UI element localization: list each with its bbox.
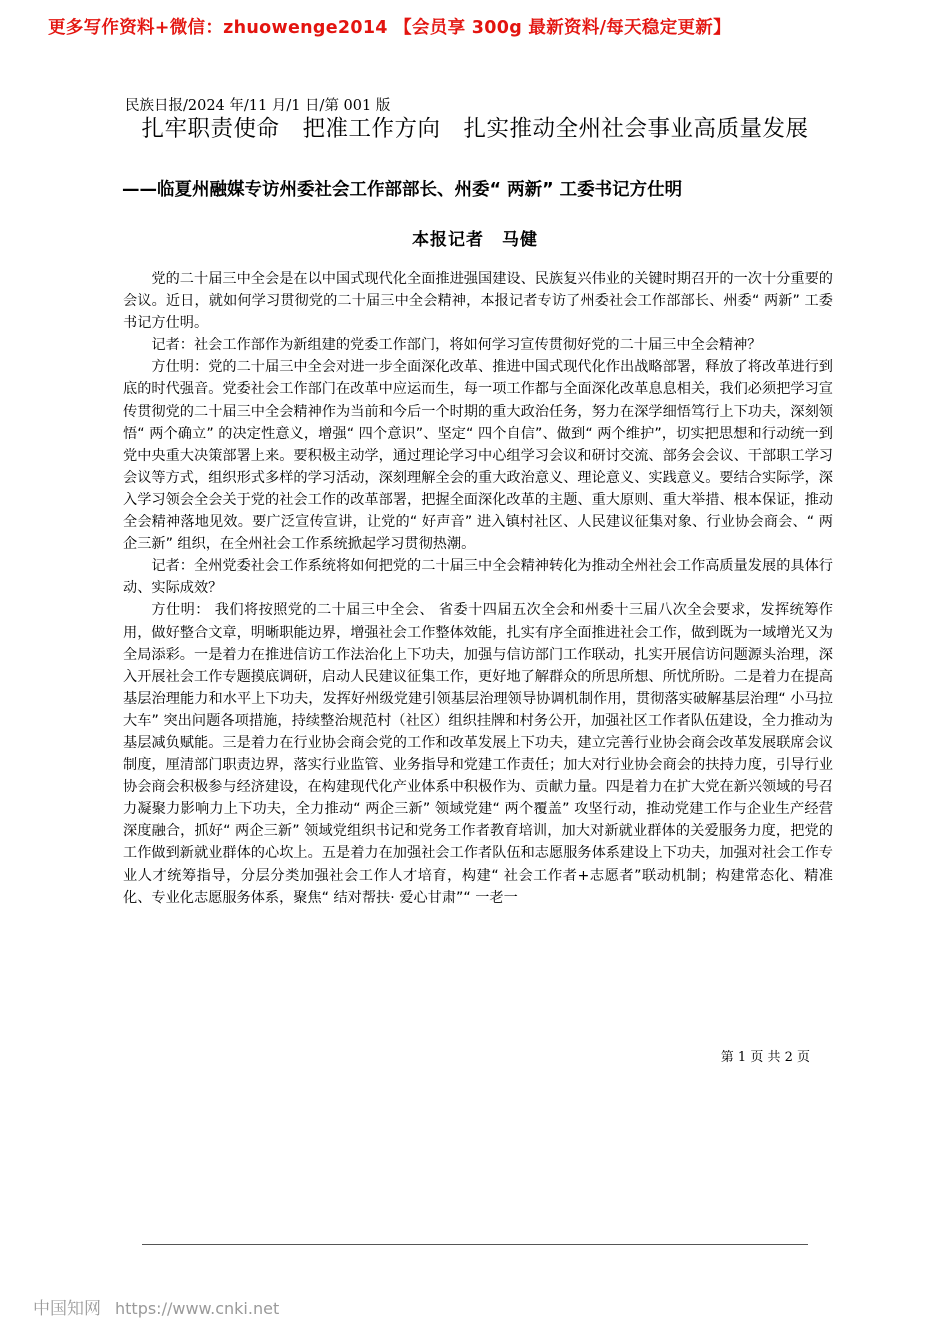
paragraph-answer-1: 方仕明：党的二十届三中全会对进一步全面深化改革、推进中国式现代化作出战略部署，释放了将改革进行到底的时代强音。党委社会工作部门在改革中应运而生，每一项工作都与全面深化改革息息相关，我们必须把学习宣传贯彻党的二十届三中全会精神作为当前和今后一个时期的重大政治任务，努力在深学细悟笃行上下功夫，深刻领悟“ 两个确立” 的决定性意义，增强“ 四个意识”、坚定“ 四个自信”、做到“ 两个维护”，切实把思想和行动统一到党中央重大决策部署上来。要积极主动学，通过理论学习中心组学习会议和研讨交流、部务会会议、干部职工学习会议等方式，组织形式多样的学习活动，深刻理解全会的重大政治意义、理论意义、实践意义。要结合实际学，深入学习领会全会关于党的社会工作的改革部署，把握全面深化改革的主题、重大原则、重大举措、根本保证，推动全会精神落地见效。要广泛宣传宣讲，让党的“ 好声音” 进入镇村社区、人民建议征集对象、行业协会商会、“ 两企三新” 组织，在全州社会工作系统掀起学习贯彻热潮。 <box>123 359 833 553</box>
paragraph-intro: 党的二十届三中全会是在以中国式现代化全面推进强国建设、民族复兴伟业的关键时期召开的一次十分重要的会议。近日，就如何学习贯彻党的二十届三中全会精神，本报记者专访了州委社会工作部部长、州委“ 两新” 工委书记方仕明。 <box>123 271 833 332</box>
paragraph-question-1: 记者：社会工作部作为新组建的党委工作部门，将如何学习宣传贯彻好党的二十届三中全会精神？ <box>151 337 762 354</box>
cnki-watermark <box>33 1294 279 1319</box>
paragraph-question-2: 记者：全州党委社会工作系统将如何把党的二十届三中全会精神转化为推动全州社会工作高质量发展的具体行动、实际成效？ <box>123 558 833 597</box>
cnki-logo-text: 中国知网 <box>33 1299 101 1319</box>
promo-banner: 更多写作资料+微信：zhuowenge2014 【会员享 300g 最新资料/每天稳定更新】 <box>48 18 731 38</box>
article-subtitle: ——临夏州融媒专访州委社会工作部部长、州委“ 两新” 工委书记方仕明 <box>122 180 683 200</box>
cnki-url: https://www.cnki.net <box>115 1299 280 1318</box>
article-body <box>123 268 833 909</box>
page-number: 第 1 页 共 2 页 <box>720 1050 810 1065</box>
publication-source: 民族日报/2024 年/11 月/1 日/第 001 版 <box>125 98 391 114</box>
article-title: 扎牢职责使命 把准工作方向 扎实推动全州社会事业高质量发展 <box>141 116 809 142</box>
footer-divider <box>142 1244 808 1245</box>
byline: 本报记者 马健 <box>412 230 538 250</box>
paragraph-answer-2: 方仕明： 我们将按照党的二十届三中全会、 省委十四届五次全会和州委十三届八次全会要求，发挥统筹作用，做好整合文章，明晰职能边界，增强社会工作整体效能，扎实有序全面推进社会工作，做到既为一域增光又为全局添彩。一是着力在推进信访工作法治化上下功夫，加强与信访部门工作联动，扎实开展信访问题源头治理，深入开展社会工作专题摸底调研，启动人民建议征集工作，更好地了解群众的所思所想、所忧所盼。二是着力在提高基层治理能力和水平上下功夫，发挥好州级党建引领基层治理领导协调机制作用，贯彻落实破解基层治理“ 小马拉大车” 突出问题各项措施，持续整治规范村（社区）组织挂牌和村务公开，加强社区工作者队伍建设，全力推动为基层减负赋能。三是着力在行业协会商会党的工作和改革发展上下功夫，建立完善行业协会商会改革发展联席会议制度，厘清部门职责边界，落实行业监管、业务指导和党建工作责任；加大对行业协会商会的扶持力度，引导行业协会商会积极参与经济建设，在构建现代化产业体系中积极作为、贡献力量。四是着力在扩大党在新兴领域的号召力凝聚力影响力上下功夫，全力推动“ 两企三新” 领域党建“ 两个覆盖” 攻坚行动，推动党建工作与企业生产经营深度融合，抓好“ 两企三新” 领域党组织书记和党务工作者教育培训，加大对新就业群体的关爱服务力度，把党的工作做到新就业群体的心坎上。五是着力在加强社会工作者队伍和志愿服务体系建设上下功夫，加强对社会工作专业人才统筹指导，分层分类加强社会工作人才培育，构建“ 社会工作者+志愿者”联动机制；构建常态化、精准化、专业化志愿服务体系，聚焦“ 结对帮扶· 爱心甘肃”“ 一老一 <box>123 602 833 906</box>
